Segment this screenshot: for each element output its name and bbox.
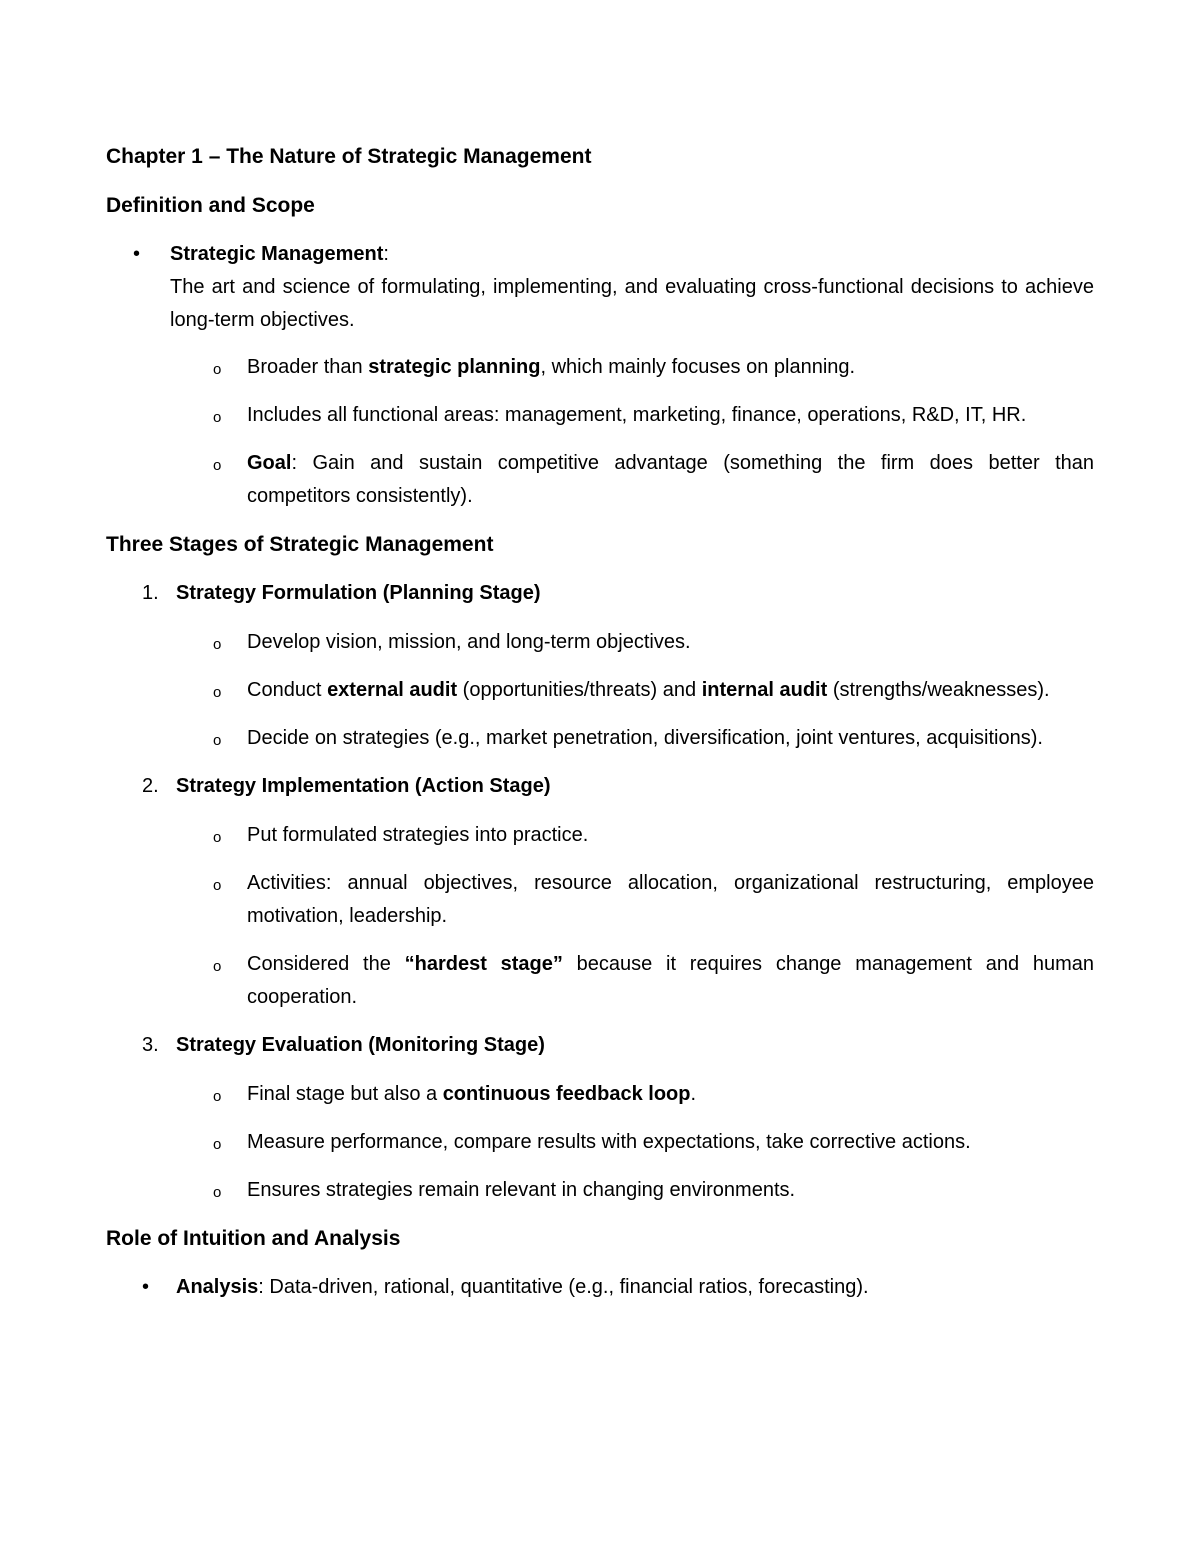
text: Decide on strategies (e.g., market penetration, diversification, joint ventures, acquisitions). <box>247 727 1043 749</box>
numbered-item <box>106 770 1094 803</box>
list-item <box>106 674 1094 707</box>
term-strategic-management: Strategic Management <box>170 243 384 265</box>
item-number: 1. <box>142 582 159 604</box>
sub-bullet-marker: o <box>213 361 222 378</box>
item-number: 2. <box>142 775 159 797</box>
text: , which mainly focuses on planning. <box>540 356 856 378</box>
text: Conduct <box>247 679 328 701</box>
bullet-marker: • <box>133 243 141 265</box>
bold-text: internal audit <box>701 679 828 701</box>
bold-text: Goal <box>247 452 292 474</box>
list-item <box>106 399 1094 432</box>
list-item <box>106 948 1094 1014</box>
list-item <box>106 1174 1094 1207</box>
bold-text: continuous feedback loop <box>442 1083 691 1105</box>
bold-text: strategic planning <box>368 356 541 378</box>
list-item <box>106 722 1094 755</box>
text: because it requires change management and human cooperation. <box>247 953 1094 1008</box>
section-heading-definition: Definition and Scope <box>106 194 315 217</box>
list-item <box>106 819 1094 852</box>
stage-title: Strategy Evaluation (Monitoring Stage) <box>176 1034 545 1056</box>
text: Final stage but also a <box>247 1083 443 1105</box>
definition-text: The art and science of formulating, implementing, and evaluating cross-functional decisions to achieve long-term objectives. <box>170 276 1094 331</box>
sub-list <box>106 626 1094 755</box>
text: Measure performance, compare results with expectations, take corrective actions. <box>247 1131 971 1153</box>
list-item <box>106 626 1094 659</box>
text: (strengths/weaknesses). <box>827 679 1050 701</box>
sub-bullet-marker: o <box>213 1136 222 1153</box>
bold-text: “hardest stage” <box>404 953 563 975</box>
text: Develop vision, mission, and long-term objectives. <box>247 631 691 653</box>
sub-bullet-marker: o <box>213 1088 222 1105</box>
list-item <box>106 238 1094 337</box>
item-number: 3. <box>142 1034 159 1056</box>
sub-list <box>106 819 1094 1014</box>
stage-title: Strategy Formulation (Planning Stage) <box>176 582 541 604</box>
numbered-item <box>106 577 1094 610</box>
term-colon: : <box>383 243 389 265</box>
sub-bullet-marker: o <box>213 829 222 846</box>
bold-text: external audit <box>327 679 458 701</box>
text: (opportunities/threats) and <box>457 679 702 701</box>
text: Includes all functional areas: management, marketing, finance, operations, R&D, IT, HR. <box>247 404 1027 426</box>
text: Activities: annual objectives, resource allocation, organizational restructuring, employee motivation, leadership. <box>247 872 1094 927</box>
list-item <box>106 1126 1094 1159</box>
sub-bullet-marker: o <box>213 684 222 701</box>
bullet-marker: • <box>142 1276 150 1298</box>
text: Ensures strategies remain relevant in changing environments. <box>247 1179 796 1201</box>
sub-list <box>106 351 1094 513</box>
section-heading-intuition: Role of Intuition and Analysis <box>106 1227 401 1250</box>
sub-bullet-marker: o <box>213 877 222 894</box>
stage-title: Strategy Implementation (Action Stage) <box>176 775 551 797</box>
list-item <box>106 1271 1094 1304</box>
list-item <box>106 351 1094 384</box>
section-heading-stages: Three Stages of Strategic Management <box>106 533 494 556</box>
text: Broader than <box>247 356 369 378</box>
sub-bullet-marker: o <box>213 732 222 749</box>
analysis-description: : Data-driven, rational, quantitative (e.g., financial ratios, forecasting). <box>258 1276 869 1298</box>
numbered-item <box>106 1029 1094 1062</box>
chapter-title: Chapter 1 – The Nature of Strategic Management <box>106 145 592 168</box>
text: . <box>690 1083 697 1105</box>
sub-bullet-marker: o <box>213 457 222 474</box>
sub-bullet-marker: o <box>213 1184 222 1201</box>
list-item <box>106 867 1094 933</box>
sub-bullet-marker: o <box>213 958 222 975</box>
text: Put formulated strategies into practice. <box>247 824 589 846</box>
sub-bullet-marker: o <box>213 409 222 426</box>
text: : Gain and sustain competitive advantage (something the firm does better than competitors consistently). <box>247 452 1094 507</box>
term-analysis: Analysis <box>176 1276 259 1298</box>
list-item <box>106 1078 1094 1111</box>
sub-bullet-marker: o <box>213 636 222 653</box>
list-item <box>106 447 1094 513</box>
sub-list <box>106 1078 1094 1207</box>
text: Considered the <box>247 953 405 975</box>
